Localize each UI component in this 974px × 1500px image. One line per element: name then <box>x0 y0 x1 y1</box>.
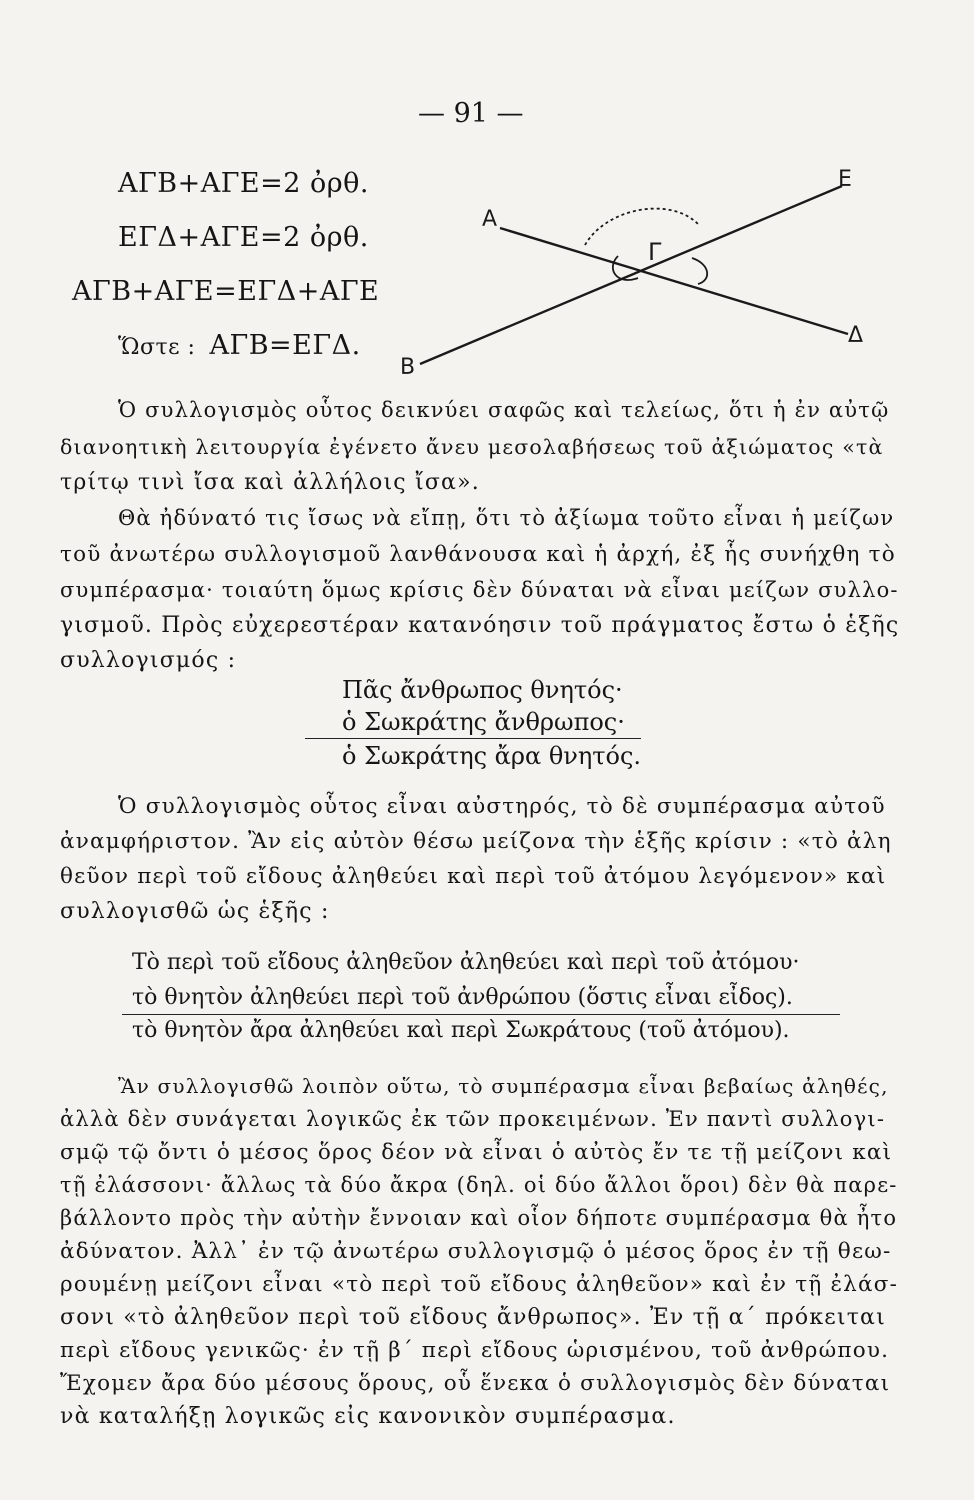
angle-diagram <box>380 160 880 390</box>
paragraph-4-line: περὶ εἴδους γενικῶς· ἐν τῇ β´ περὶ εἴδους ὡρισμένου, τοῦ ἀνθρώπου. <box>60 1338 890 1363</box>
paragraph-3-line: Ὁ συλλογισμὸς οὗτος εἶναι αὐστηρός, τὸ δὲ συμπέρασμα αὐτοῦ <box>118 794 886 819</box>
paragraph-4-line: σονι «τὸ ἀληθεῦον περὶ τοῦ εἴδους ἄνθρωπος». Ἐν τῇ α´ πρόκειται <box>60 1305 886 1330</box>
paragraph-2-line: συμπέρασμα· τοιαύτη ὅμως κρίσις δὲν δύναται νὰ εἶναι μείζων συλλο- <box>60 578 899 602</box>
paragraph-2-line: Θὰ ἠδύνατό τις ἴσως νὰ εἴπῃ, ὅτι τὸ ἀξίωμα τοῦτο εἶναι ἡ μείζων <box>118 506 895 530</box>
equation-4-prefix: Ὥστε : <box>118 335 196 360</box>
equation-3: ΑΓΒ+ΑΓΕ=ΕΓΔ+ΑΓΕ <box>72 276 380 307</box>
paragraph-4-line: τῇ ἐλάσσονι· ἄλλως τὰ δύο ἄκρα (δηλ. οἱ δύο ἄλλοι ὅροι) δὲν θὰ παρε- <box>60 1173 898 1197</box>
paragraph-2-line: τοῦ ἀνωτέρω συλλογισμοῦ λανθάνουσα καὶ ἡ ἀρχή, ἐξ ἧς συνήχθη τὸ <box>60 542 896 567</box>
paragraph-4-line: βάλλοντο πρὸς τὴν αὐτὴν ἔννοιαν καὶ οἷον δήποτε συμπέρασμα θὰ ἦτο <box>60 1206 898 1230</box>
syllogism-2-conclusion: τὸ θνητὸν ἄρα ἀληθεύει καὶ περὶ Σωκράτους (τοῦ ἀτόμου). <box>132 1018 790 1043</box>
paragraph-4-line: ρουμένῃ μείζονι εἶναι «τὸ περὶ τοῦ εἴδους ἀληθεῦον» καὶ ἐν τῇ ἐλάσ- <box>60 1272 899 1297</box>
paragraph-3-line: ἀναμφήριστον. Ἂν εἰς αὐτὸν θέσω μείζονα τὴν ἑξῆς κρίσιν : «τὸ ἀλη <box>60 829 892 854</box>
syllogism-1-major: Πᾶς ἄνθρωπος θνητός· <box>342 676 623 704</box>
label-e: Ε <box>838 167 852 192</box>
syllogism-2-rule <box>122 1014 840 1015</box>
paragraph-4-line: ἀδύνατον. Ἀλλ᾽ ἐν τῷ ἀνωτέρω συλλογισμῷ ὁ μέσος ὅρος ἐν τῇ θεω- <box>60 1239 892 1264</box>
equation-4-body: ΑΓΒ=ΕΓΔ. <box>209 330 361 361</box>
label-d: Δ <box>848 323 864 348</box>
syllogism-1-rule <box>305 738 641 739</box>
paragraph-4-line: Ἂν συλλογισθῶ λοιπὸν οὕτω, τὸ συμπέρασμα εἶναι βεβαίως ἀληθές, <box>118 1074 889 1098</box>
label-a: Α <box>482 207 498 232</box>
page-number: — 91 — <box>418 98 524 129</box>
paragraph-4-line: σμῷ τῷ ὄντι ὁ μέσος ὅρος δέον νὰ εἶναι ὁ αὐτὸς ἔν τε τῇ μείζονι καὶ <box>60 1140 893 1165</box>
label-g: Γ <box>648 238 662 266</box>
paragraph-3-line: θεῦον περὶ τοῦ εἴδους ἀληθεύει καὶ περὶ τοῦ ἀτόμου λεγόμενον» καὶ <box>60 864 887 889</box>
arc-right <box>692 258 707 284</box>
paragraph-1-line: Ὁ συλλογισμὸς οὗτος δεικνύει σαφῶς καὶ τελείως, ὅτι ἡ ἐν αὐτῷ <box>118 398 890 422</box>
arc-top <box>585 209 698 245</box>
syllogism-1-minor: ὁ Σωκράτης ἄνθρωπος· <box>342 708 625 736</box>
equation-1: ΑΓΒ+ΑΓΕ=2 ὀρθ. <box>118 168 369 199</box>
paragraph-1-line: τρίτῳ τινὶ ἴσα καὶ ἀλλήλοις ἴσα». <box>60 470 480 495</box>
paragraph-4-line: Ἔχομεν ἄρα δύο μέσους ὅρους, οὗ ἕνεκα ὁ συλλογισμὸς δὲν δύναται <box>60 1371 891 1396</box>
paragraph-1-line: διανοητικὴ λειτουργία ἐγένετο ἄνευ μεσολαβήσεως τοῦ ἀξιώματος «τὰ <box>60 435 884 459</box>
paragraph-2-line: συλλογισμός : <box>60 648 237 673</box>
syllogism-1-conclusion: ὁ Σωκράτης ἄρα θνητός. <box>342 742 642 770</box>
line-ad <box>500 228 848 334</box>
paragraph-3-line: συλλογισθῶ ὡς ἑξῆς : <box>60 899 330 924</box>
equation-2: ΕΓΔ+ΑΓΕ=2 ὀρθ. <box>118 222 369 253</box>
paragraph-4-line: ἀλλὰ δὲν συνάγεται λογικῶς ἐκ τῶν προκειμένων. Ἐν παντὶ συλλογι- <box>60 1107 886 1131</box>
label-b: Β <box>400 355 416 380</box>
equation-4 <box>118 330 361 361</box>
syllogism-2-major: Τὸ περὶ τοῦ εἴδους ἀληθεῦον ἀληθεύει καὶ περὶ τοῦ ἀτόμου· <box>132 950 800 975</box>
paragraph-4-line: νὰ καταλήξῃ λογικῶς εἰς κανονικὸν συμπέρασμα. <box>60 1404 676 1429</box>
paragraph-2-line: γισμοῦ. Πρὸς εὐχερεστέραν κατανόησιν τοῦ πράγματος ἔστω ὁ ἑξῆς <box>60 613 900 638</box>
syllogism-2-minor: τὸ θνητὸν ἀληθεύει περὶ τοῦ ἀνθρώπου (ὅστις εἶναι εἶδος). <box>132 985 793 1010</box>
